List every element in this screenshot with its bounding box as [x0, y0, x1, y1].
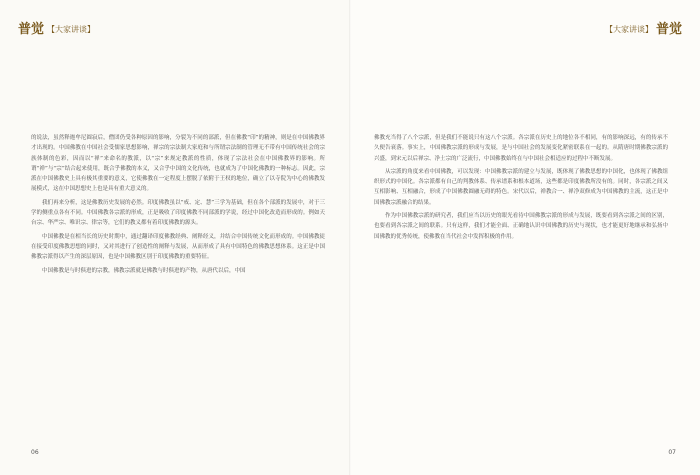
section-label: 【大家讲谈】 [47, 25, 96, 34]
page-number: 06 [31, 449, 39, 456]
page-number: 07 [668, 449, 676, 456]
book-gutter [349, 0, 351, 475]
left-page-header [18, 22, 95, 38]
body-paragraph: 佛教充当得了八个宗派，但是我们不能说只有这八个宗派。各宗派在历史上的地位各不相同，有的影响深远，有的传承不久便告衰落。事实上，中国佛教宗派的形成与发展，是与中国社会的发展变化紧密联系在一起的。从隋唐时期佛教宗派的兴盛，到宋元以后禅宗、净土宗的广泛流行，中国佛教始终在与中国社会相适应的过程中不断发展。 [374, 135, 668, 162]
body-paragraph: 中国佛教是在相当长的历史时期中，通过翻译印度佛教经典、阐释经义，并结合中国传统文化而形成的。中国佛教徒在接受印度佛教思想的同时，又对其进行了创造性的阐释与发展，从而形成了具有中国特色的佛教思想体系。这正是中国佛教宗派得以产生的深层原因，也是中国佛教区别于印度佛教的重要特征。 [31, 233, 325, 261]
body-paragraph: 从宗派的角度来看中国佛教，可以发现：中国佛教宗派的建立与发展，既体现了佛教思想的中国化，也体现了佛教组织形式的中国化。各宗派都有自己的判教体系、传承谱系和根本道场，这些都是印度佛教所没有的。同时，各宗派之间又互相影响、互相融合，形成了中国佛教圆融无碍的特色。宋代以后，禅教合一、禅净双修成为中国佛教的主流，这正是中国佛教宗派融合的结果。 [374, 168, 668, 206]
right-page-body [374, 133, 668, 245]
right-page-header [605, 22, 682, 38]
magazine-logo: 普觉 [18, 22, 45, 37]
body-paragraph: 我们再来分析，这是佛教历史发展的必然。印度佛教虽以“戒、定、慧”三学为基础，但在各个部派的发展中，对于三学的侧重点各有不同。中国佛教各宗派的形成，正是吸收了印度佛教不同部派的学说，经过中国化改造而形成的。例如天台宗、华严宗、唯识宗、律宗等，它们的教义都有着印度佛教的源头。 [31, 199, 325, 227]
section-label: 【大家讲谈】 [604, 25, 653, 34]
body-paragraph: 的说法，虽然释迦牟尼圆寂后，僧团仍受各种原因的影响，分裂为不同的部派，但在佛教“印”的精神，则是在中国佛教界才出现的。中国佛教在中国社会受儒家思想影响，禅宗的宗法制大家庭和与所谓宗法制的管理无不带有中国传统社会的宗族体制的色彩，因而以“禅”来命名的教派，以“宗”来规定教派的性质，体现了宗法社会在中国佛教界的影响。所谓“禅”与“宗”结合起来使用，既合乎佛教的本义，又合乎中国的文化传统，也就成为了中国化佛教的一种标志。因此，宗派在中国佛教史上具有极其重要的意义，它使佛教在一定程度上摆脱了依附于王权的地位，确立了以寺院为中心的佛教发展模式，这在中国思想史上也是具有重大意义的。 [31, 135, 325, 193]
right-page [350, 0, 700, 475]
left-page-body [31, 133, 325, 279]
magazine-logo: 普觉 [655, 22, 682, 37]
body-paragraph: 作为中国佛教宗派的研究者，我们应当以历史的眼光看待中国佛教宗派的形成与发展，既要看到各宗派之间的区别，也要看到各宗派之间的联系。只有这样，我们才能全面、正确地认识中国佛教的历史与现状，也才能更好地继承和弘扬中国佛教的优秀传统，使佛教在当代社会中发挥积极的作用。 [374, 213, 668, 240]
body-paragraph: 中国佛教是与时俱进的宗教，佛教宗派就是佛教与时俱进的产物，从唐代以后，中国 [42, 267, 246, 274]
